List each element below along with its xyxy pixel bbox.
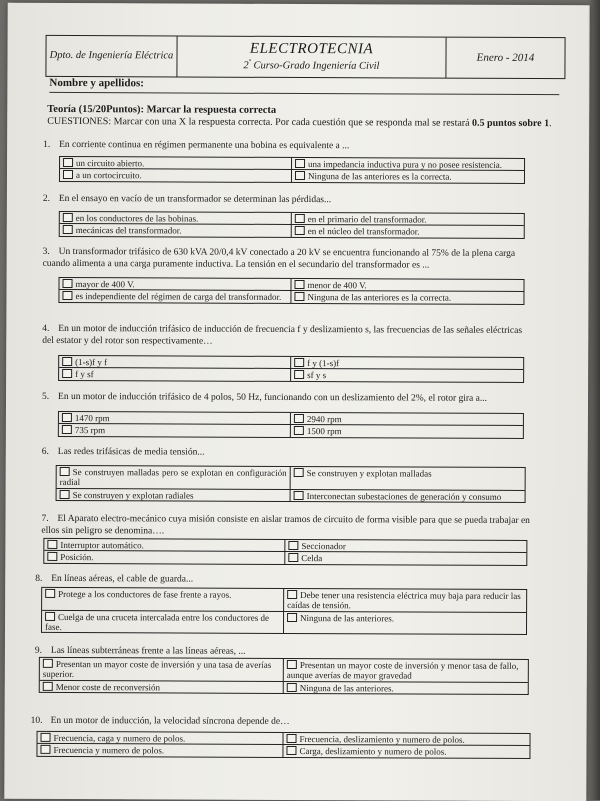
checkbox-icon <box>60 467 70 476</box>
option[interactable]: Protege a los conductores de fase frente a rayos. <box>42 588 284 612</box>
option[interactable]: Interconectan subestaciones de generación y consumo <box>291 490 525 502</box>
option[interactable]: Cuelga de una cruceta intercalada entre los conductores de fase. <box>42 611 284 634</box>
option[interactable]: Se construyen malladas pero se explotan en configuración radial <box>57 466 291 490</box>
exam-sheet <box>4 3 589 801</box>
checkbox-icon <box>294 292 304 301</box>
option[interactable]: una impedancia inductiva pura y no posee resistencia. <box>292 158 524 171</box>
option[interactable]: f y (1-s)f <box>291 357 523 370</box>
option[interactable]: menor de 400 V. <box>291 279 523 292</box>
checkbox-icon <box>62 425 72 434</box>
name-label: Nombre y apellidos: <box>49 76 144 90</box>
answer-grid-3 <box>58 277 524 305</box>
option[interactable]: un circuito abierto. <box>60 157 292 170</box>
option[interactable]: Menor coste de reconversión <box>40 681 284 693</box>
checkbox-icon <box>288 541 298 550</box>
checkbox-icon <box>40 745 50 754</box>
option[interactable]: 2940 rpm <box>291 413 523 426</box>
checkbox-icon <box>47 552 57 561</box>
option[interactable]: Presentan un mayor coste de inversión y una tasa de averías superior. <box>40 658 284 682</box>
checkbox-icon <box>287 683 297 692</box>
checkbox-icon <box>62 279 72 288</box>
option[interactable]: mayor de 400 V. <box>59 278 291 291</box>
question-10: 10. En un motor de inducción, la velocidad síncrona depende de… <box>30 715 290 727</box>
title-cell <box>177 36 446 77</box>
option[interactable]: Ninguna de las anteriores. <box>284 682 528 694</box>
option[interactable]: (1-s)f y f <box>59 356 291 369</box>
name-field[interactable] <box>49 77 559 95</box>
checkbox-icon <box>294 358 304 367</box>
option[interactable]: en los conductores de las bobinas. <box>60 212 292 225</box>
question-2: 2. En el ensayo en vacío de un transformador se determinan las pérdidas... <box>42 193 332 206</box>
section-header <box>47 103 567 131</box>
checkbox-icon <box>287 590 297 599</box>
checkbox-icon <box>294 414 304 423</box>
answer-grid-5 <box>58 411 524 439</box>
checkbox-icon <box>295 214 305 223</box>
checkbox-icon <box>60 490 70 499</box>
option[interactable]: 1500 rpm <box>291 425 523 437</box>
checkbox-icon <box>294 468 304 477</box>
checkbox-icon <box>43 659 53 668</box>
option[interactable]: Se construyen y explotan malladas <box>291 467 525 491</box>
checkbox-icon <box>45 612 55 621</box>
photo-shadow-edge <box>588 0 600 800</box>
option[interactable]: Ninguna de las anteriores es la correcta. <box>292 170 524 182</box>
option[interactable]: 1470 rpm <box>59 412 291 425</box>
course-subtitle: $2^º$ Curso-Grado Ingeniería Civil <box>243 57 380 72</box>
checkbox-icon <box>62 291 72 300</box>
answer-grid-8 <box>41 587 527 635</box>
answer-grid-9 <box>39 657 529 695</box>
question-5: 5. En un motor de inducción trifásico de 4 polos, 50 Hz, funcionando con un deslizamiento del 2%, el rotor gira a... <box>41 391 488 404</box>
option[interactable]: sf y s <box>291 369 523 381</box>
option[interactable]: Debe tener una resistencia eléctrica muy baja para reducir las caídas de tensión. <box>284 589 526 613</box>
checkbox-icon <box>62 413 72 422</box>
option[interactable]: 735 rpm <box>59 424 291 436</box>
checkbox-icon <box>286 746 296 755</box>
question-8: 8. En líneas aéreas, el cable de guarda... <box>35 573 194 585</box>
checkbox-icon <box>295 159 305 168</box>
checkbox-icon <box>295 171 305 180</box>
section-title: Teoría (15/20Puntos): Marcar la respuesta correcta <box>47 103 277 116</box>
option[interactable]: en el núcleo del transformador. <box>292 225 524 237</box>
exam-header <box>45 35 565 79</box>
checkbox-icon <box>294 491 304 500</box>
option[interactable]: mecánicas del transformador. <box>60 224 292 236</box>
option[interactable]: Frecuencia, deslizamiento y numero de polos. <box>284 733 530 746</box>
option[interactable]: a un cortocircuito. <box>60 169 292 181</box>
option[interactable]: Seccionador <box>285 540 526 553</box>
option[interactable]: en el primario del transformador. <box>292 213 524 226</box>
checkbox-icon <box>62 357 72 366</box>
section-instructions: CUESTIONES: Marcar con una X la respuesta correcta. Por cada cuestión que se responda mal se restará 0.5 puntos sobre 1. <box>47 116 552 130</box>
checkbox-icon <box>294 426 304 435</box>
checkbox-icon <box>43 682 53 691</box>
checkbox-icon <box>287 734 297 743</box>
date-cell <box>446 38 564 79</box>
question-3: 3. Un transformador trifásico de 630 kVA 20/0,4 kV conectado a 20 kV se encuentra funcionando al 75% de la plena carga cuando alimenta a una carga puramente inductiva. La tensión en el secundario del transformador es ... <box>42 246 516 271</box>
question-4: 4. En un motor de inducción trifásico de inducción de frecuencia f y deslizamiento s, las frecuencias de las señales eléctricas del estator y del rotor son respectivamente… <box>42 323 523 347</box>
answer-grid-1 <box>59 156 525 184</box>
answer-grid-10 <box>36 731 530 759</box>
checkbox-icon <box>295 226 305 235</box>
option[interactable]: Interruptor automático. <box>44 539 285 552</box>
option[interactable]: Ninguna de las anteriores. <box>284 612 526 635</box>
checkbox-icon <box>62 369 72 378</box>
checkbox-icon <box>287 660 297 669</box>
checkbox-icon <box>287 613 297 622</box>
checkbox-icon <box>45 589 55 598</box>
question-7: 7. El Aparato electro-mecánico cuya misión consiste en aislar tramos de circuito de forma visible para que se pueda trabajar en ellos sin peligro se denomina…. <box>41 513 530 537</box>
option[interactable]: Se construyen y explotan radiales <box>57 489 291 501</box>
checkbox-icon <box>294 280 304 289</box>
checkbox-icon <box>47 540 57 549</box>
option[interactable]: Presentan un mayor coste de inversión y menor tasa de fallo, aunque averías de mayor gravedad <box>284 659 528 683</box>
option[interactable]: Frecuencia, caga y numero de polos. <box>38 732 284 745</box>
option[interactable]: Frecuencia y numero de polos. <box>37 744 283 756</box>
option[interactable]: Celda <box>285 552 526 564</box>
checkbox-icon <box>63 213 73 222</box>
exam-date: Enero - 2014 <box>476 51 535 65</box>
option[interactable]: Carga, deslizamiento y numero de polos. <box>283 745 529 757</box>
question-1: 1. En corriente continua en régimen permanente una bobina es equivalente a ... <box>43 139 350 152</box>
checkbox-icon <box>294 370 304 379</box>
checkbox-icon <box>63 170 73 179</box>
checkbox-icon <box>288 553 298 562</box>
department-name: Dpto. de Ingeniería Eléctrica <box>49 50 174 62</box>
department-cell <box>46 36 177 77</box>
question-6: 6. Las redes trifásicas de media tensión... <box>41 446 205 458</box>
answer-grid-7 <box>43 538 527 566</box>
course-title: ELECTROTECNIA <box>249 40 374 58</box>
question-9: 9. Las líneas subterráneas frente a las líneas aéreas, ... <box>34 645 246 657</box>
answer-grid-4 <box>58 355 524 383</box>
checkbox-icon <box>63 225 73 234</box>
checkbox-icon <box>41 733 51 742</box>
answer-grid-6 <box>56 465 526 503</box>
checkbox-icon <box>63 158 73 167</box>
option[interactable]: es independiente del régimen de carga del transformador. <box>59 290 291 302</box>
option[interactable]: f y sf <box>59 368 291 380</box>
option[interactable]: Posición. <box>44 551 285 563</box>
option[interactable]: Ninguna de las anteriores es la correcta. <box>291 291 523 303</box>
answer-grid-2 <box>59 211 525 239</box>
